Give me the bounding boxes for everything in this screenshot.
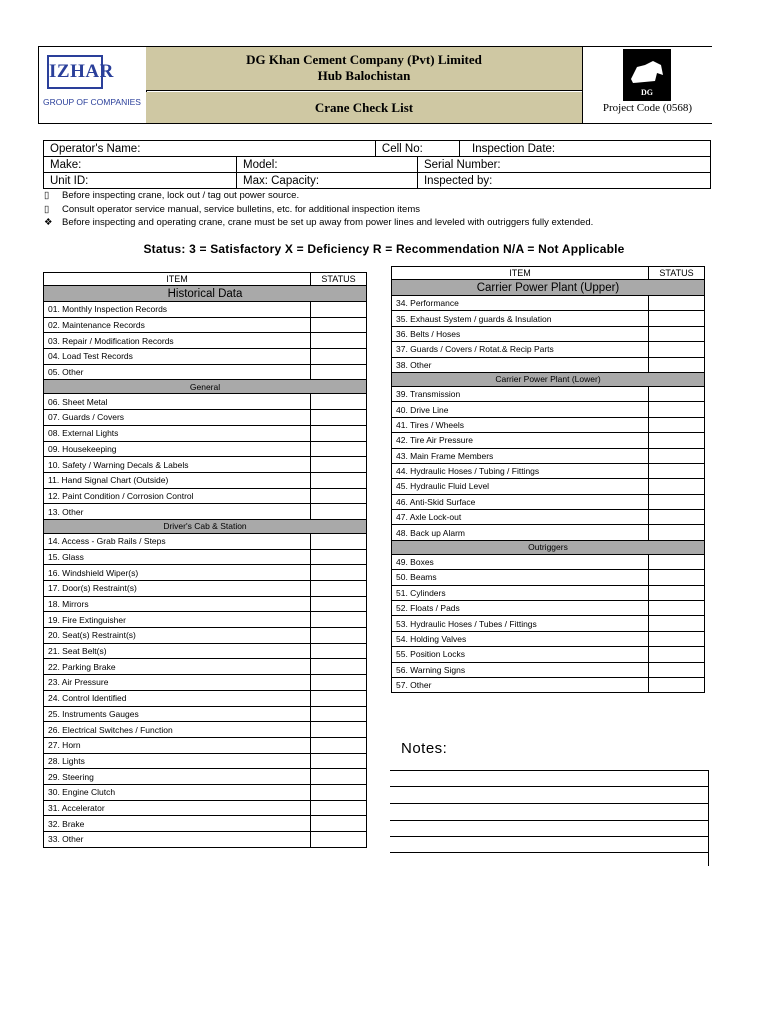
status-cell[interactable] bbox=[311, 488, 367, 504]
status-cell[interactable] bbox=[311, 784, 367, 800]
checklist-row bbox=[44, 364, 367, 380]
status-cell[interactable] bbox=[311, 628, 367, 644]
checklist-row bbox=[392, 662, 705, 677]
serial-number-field[interactable]: Serial Number: bbox=[417, 157, 710, 173]
status-cell[interactable] bbox=[649, 494, 705, 509]
status-cell[interactable] bbox=[649, 417, 705, 432]
status-cell[interactable] bbox=[649, 326, 705, 341]
status-cell[interactable] bbox=[649, 647, 705, 662]
status-cell[interactable] bbox=[649, 311, 705, 326]
checklist-row bbox=[44, 784, 367, 800]
checklist-item-label: 17. Door(s) Restraint(s) bbox=[44, 581, 311, 597]
checklist-row bbox=[392, 402, 705, 417]
checklist-row bbox=[392, 311, 705, 326]
status-cell[interactable] bbox=[311, 565, 367, 581]
checklist-item-label: 22. Parking Brake bbox=[44, 659, 311, 675]
bullet-icon: ▯ bbox=[44, 204, 50, 215]
checklist-item-label: 44. Hydraulic Hoses / Tubing / Fittings bbox=[392, 463, 649, 478]
checklist-item-label: 39. Transmission bbox=[392, 386, 649, 401]
instruction-1 bbox=[44, 190, 299, 201]
checklist-item-label: 09. Housekeeping bbox=[44, 441, 311, 457]
document-title: Crane Check List bbox=[146, 92, 582, 123]
status-cell[interactable] bbox=[311, 753, 367, 769]
status-cell[interactable] bbox=[649, 585, 705, 600]
status-cell[interactable] bbox=[649, 677, 705, 692]
checklist-row bbox=[44, 832, 367, 848]
status-cell[interactable] bbox=[311, 333, 367, 349]
status-cell[interactable] bbox=[311, 457, 367, 473]
checklist-row bbox=[44, 816, 367, 832]
checklist-row bbox=[44, 349, 367, 365]
checklist-item-label: 04. Load Test Records bbox=[44, 349, 311, 365]
notes-line[interactable] bbox=[390, 770, 708, 771]
checklist-item-label: 27. Horn bbox=[44, 737, 311, 753]
company-name: DG Khan Cement Company (Pvt) Limited bbox=[246, 52, 482, 67]
checklist-item-label: 55. Position Locks bbox=[392, 647, 649, 662]
status-legend: Status: 3 = Satisfactory X = Deficiency R = Recommendation N/A = Not Applicable bbox=[143, 242, 625, 256]
checklist-item-label: 38. Other bbox=[392, 357, 649, 372]
column-header-item: ITEM bbox=[392, 267, 649, 280]
checklist-item-label: 37. Guards / Covers / Rotat.& Recip Parts bbox=[392, 342, 649, 357]
notes-title: Notes: bbox=[401, 740, 448, 757]
checklist-item-label: 23. Air Pressure bbox=[44, 675, 311, 691]
checklist-item-label: 07. Guards / Covers bbox=[44, 410, 311, 426]
status-cell[interactable] bbox=[311, 441, 367, 457]
checklist-row bbox=[44, 549, 367, 565]
checklist-row bbox=[44, 488, 367, 504]
checklist-item-label: 26. Electrical Switches / Function bbox=[44, 722, 311, 738]
operator-name-field[interactable]: Operator's Name: bbox=[44, 141, 376, 157]
checklist-item-label: 01. Monthly Inspection Records bbox=[44, 302, 311, 318]
status-cell[interactable] bbox=[311, 364, 367, 380]
status-cell[interactable] bbox=[311, 769, 367, 785]
checklist-item-label: 03. Repair / Modification Records bbox=[44, 333, 311, 349]
checklist-item-label: 53. Hydraulic Hoses / Tubes / Fittings bbox=[392, 616, 649, 631]
status-cell[interactable] bbox=[311, 394, 367, 410]
inspection-info-grid bbox=[43, 140, 711, 189]
column-header-status: STATUS bbox=[311, 273, 367, 286]
checklist-row bbox=[392, 616, 705, 631]
make-field[interactable]: Make: bbox=[44, 157, 237, 173]
checklist-row bbox=[392, 494, 705, 509]
checklist-row bbox=[44, 800, 367, 816]
cell-no-field[interactable]: Cell No: bbox=[375, 141, 459, 157]
checklist-item-label: 20. Seat(s) Restraint(s) bbox=[44, 628, 311, 644]
status-cell[interactable] bbox=[311, 800, 367, 816]
dg-cement-logo-box bbox=[582, 47, 712, 123]
company-location: Hub Balochistan bbox=[317, 68, 411, 83]
checklist-row bbox=[392, 585, 705, 600]
checklist-row bbox=[44, 504, 367, 520]
inspection-date-field[interactable]: Inspection Date: bbox=[460, 141, 711, 157]
status-cell[interactable] bbox=[649, 342, 705, 357]
checklist-row bbox=[44, 302, 367, 318]
checklist-row bbox=[392, 631, 705, 646]
checklist-row bbox=[392, 554, 705, 569]
checklist-row bbox=[392, 647, 705, 662]
status-cell[interactable] bbox=[311, 302, 367, 318]
notes-border bbox=[708, 770, 709, 866]
checklist-item-label: 45. Hydraulic Fluid Level bbox=[392, 479, 649, 494]
checklist-row bbox=[392, 433, 705, 448]
checklist-row bbox=[392, 386, 705, 401]
status-cell[interactable] bbox=[311, 425, 367, 441]
section-header: Historical Data bbox=[44, 286, 367, 302]
status-cell[interactable] bbox=[311, 643, 367, 659]
status-cell[interactable] bbox=[311, 596, 367, 612]
checklist-item-label: 08. External Lights bbox=[44, 425, 311, 441]
status-cell[interactable] bbox=[311, 581, 367, 597]
bullet-icon: ▯ bbox=[44, 190, 50, 201]
left-checklist-table bbox=[43, 272, 367, 848]
checklist-row bbox=[392, 326, 705, 341]
checklist-item-label: 19. Fire Extinguisher bbox=[44, 612, 311, 628]
checklist-row bbox=[44, 410, 367, 426]
checklist-item-label: 36. Belts / Hoses bbox=[392, 326, 649, 341]
checklist-row bbox=[44, 628, 367, 644]
project-code: Project Code (0568) bbox=[602, 102, 693, 114]
status-cell[interactable] bbox=[649, 662, 705, 677]
checklist-row bbox=[44, 565, 367, 581]
checklist-item-label: 32. Brake bbox=[44, 816, 311, 832]
column-header-status: STATUS bbox=[649, 267, 705, 280]
status-cell[interactable] bbox=[311, 410, 367, 426]
checklist-item-label: 42. Tire Air Pressure bbox=[392, 433, 649, 448]
checklist-item-label: 35. Exhaust System / guards & Insulation bbox=[392, 311, 649, 326]
status-cell[interactable] bbox=[311, 737, 367, 753]
checklist-item-label: 28. Lights bbox=[44, 753, 311, 769]
checklist-row bbox=[44, 722, 367, 738]
instruction-3 bbox=[44, 217, 593, 228]
checklist-item-label: 56. Warning Signs bbox=[392, 662, 649, 677]
checklist-item-label: 10. Safety / Warning Decals & Labels bbox=[44, 457, 311, 473]
checklist-item-label: 29. Steering bbox=[44, 769, 311, 785]
status-cell[interactable] bbox=[311, 612, 367, 628]
checklist-row bbox=[44, 441, 367, 457]
section-header: Carrier Power Plant (Lower) bbox=[392, 372, 705, 386]
checklist-row bbox=[44, 425, 367, 441]
notes-line[interactable] bbox=[390, 836, 708, 837]
checklist-row bbox=[392, 570, 705, 585]
status-cell[interactable] bbox=[311, 317, 367, 333]
checklist-item-label: 47. Axle Lock-out bbox=[392, 510, 649, 525]
checklist-item-label: 50. Beams bbox=[392, 570, 649, 585]
document-header bbox=[38, 46, 712, 124]
checklist-item-label: 16. Windshield Wiper(s) bbox=[44, 565, 311, 581]
checklist-row bbox=[44, 643, 367, 659]
status-cell[interactable] bbox=[649, 479, 705, 494]
checklist-row bbox=[392, 448, 705, 463]
checklist-row bbox=[392, 357, 705, 372]
checklist-row bbox=[44, 612, 367, 628]
checklist-item-label: 12. Paint Condition / Corrosion Control bbox=[44, 488, 311, 504]
status-cell[interactable] bbox=[649, 386, 705, 401]
checklist-row bbox=[44, 472, 367, 488]
status-cell[interactable] bbox=[311, 549, 367, 565]
notes-line[interactable] bbox=[390, 786, 708, 787]
checklist-row bbox=[44, 690, 367, 706]
status-cell[interactable] bbox=[649, 631, 705, 646]
checklist-row bbox=[392, 479, 705, 494]
checklist-row bbox=[44, 317, 367, 333]
status-cell[interactable] bbox=[649, 510, 705, 525]
checklist-item-label: 52. Floats / Pads bbox=[392, 601, 649, 616]
checklist-row bbox=[392, 601, 705, 616]
status-cell[interactable] bbox=[311, 472, 367, 488]
instruction-text: Before inspecting crane, lock out / tag out power source. bbox=[62, 190, 300, 201]
notes-line[interactable] bbox=[390, 803, 708, 804]
izhar-logo bbox=[39, 47, 147, 123]
checklist-row bbox=[44, 659, 367, 675]
status-cell[interactable] bbox=[311, 690, 367, 706]
status-cell[interactable] bbox=[649, 463, 705, 478]
status-cell[interactable] bbox=[649, 433, 705, 448]
section-header: General bbox=[44, 380, 367, 394]
status-cell[interactable] bbox=[649, 402, 705, 417]
checklist-row bbox=[44, 769, 367, 785]
status-cell[interactable] bbox=[311, 504, 367, 520]
checklist-item-label: 05. Other bbox=[44, 364, 311, 380]
checklist-item-label: 18. Mirrors bbox=[44, 596, 311, 612]
checklist-item-label: 40. Drive Line bbox=[392, 402, 649, 417]
checklist-item-label: 34. Performance bbox=[392, 296, 649, 311]
status-cell[interactable] bbox=[311, 722, 367, 738]
max-capacity-field[interactable]: Max: Capacity: bbox=[237, 173, 418, 189]
checklist-row bbox=[44, 581, 367, 597]
checklist-row bbox=[392, 342, 705, 357]
checklist-item-label: 21. Seat Belt(s) bbox=[44, 643, 311, 659]
status-cell[interactable] bbox=[311, 706, 367, 722]
section-header: Outriggers bbox=[392, 540, 705, 554]
column-header-item: ITEM bbox=[44, 273, 311, 286]
inspected-by-field[interactable]: Inspected by: bbox=[417, 173, 710, 189]
checklist-item-label: 54. Holding Valves bbox=[392, 631, 649, 646]
instruction-2 bbox=[44, 204, 420, 215]
section-header: Carrier Power Plant (Upper) bbox=[392, 280, 705, 296]
checklist-item-label: 13. Other bbox=[44, 504, 311, 520]
checklist-row bbox=[44, 394, 367, 410]
status-cell[interactable] bbox=[311, 816, 367, 832]
checklist-row bbox=[44, 706, 367, 722]
status-cell[interactable] bbox=[649, 601, 705, 616]
diamond-bullet-icon: ❖ bbox=[44, 217, 53, 228]
section-header: Driver's Cab & Station bbox=[44, 519, 367, 533]
status-cell[interactable] bbox=[649, 554, 705, 569]
izhar-logo-subtitle: GROUP OF COMPANIES bbox=[43, 97, 141, 107]
instruction-text: Consult operator service manual, service bulletins, etc. for additional inspection items bbox=[62, 204, 421, 215]
checklist-row bbox=[392, 417, 705, 432]
instruction-text: Before inspecting and operating crane, crane must be set up away from power lines and leveled with outriggers fully extended. bbox=[62, 217, 594, 228]
status-cell[interactable] bbox=[649, 296, 705, 311]
notes-line[interactable] bbox=[390, 820, 708, 821]
checklist-item-label: 49. Boxes bbox=[392, 554, 649, 569]
status-cell[interactable] bbox=[649, 616, 705, 631]
checklist-item-label: 46. Anti-Skid Surface bbox=[392, 494, 649, 509]
checklist-row bbox=[392, 296, 705, 311]
checklist-item-label: 15. Glass bbox=[44, 549, 311, 565]
status-cell[interactable] bbox=[649, 525, 705, 540]
checklist-item-label: 51. Cylinders bbox=[392, 585, 649, 600]
checklist-item-label: 57. Other bbox=[392, 677, 649, 692]
checklist-item-label: 25. Instruments Gauges bbox=[44, 706, 311, 722]
checklist-item-label: 31. Accelerator bbox=[44, 800, 311, 816]
company-title bbox=[146, 47, 582, 91]
status-cell[interactable] bbox=[649, 570, 705, 585]
checklist-item-label: 33. Other bbox=[44, 832, 311, 848]
checklist-row bbox=[392, 677, 705, 692]
checklist-item-label: 02. Maintenance Records bbox=[44, 317, 311, 333]
unit-id-field[interactable]: Unit ID: bbox=[44, 173, 237, 189]
notes-line[interactable] bbox=[390, 852, 708, 853]
checklist-item-label: 43. Main Frame Members bbox=[392, 448, 649, 463]
checklist-item-label: 48. Back up Alarm bbox=[392, 525, 649, 540]
status-cell[interactable] bbox=[311, 832, 367, 848]
checklist-row bbox=[44, 675, 367, 691]
right-checklist-table bbox=[391, 266, 705, 693]
status-cell[interactable] bbox=[311, 533, 367, 549]
status-cell[interactable] bbox=[311, 659, 367, 675]
status-cell[interactable] bbox=[649, 357, 705, 372]
checklist-item-label: 14. Access - Grab Rails / Steps bbox=[44, 533, 311, 549]
checklist-row bbox=[44, 753, 367, 769]
model-field[interactable]: Model: bbox=[237, 157, 418, 173]
dg-cement-logo bbox=[623, 49, 671, 101]
checklist-row bbox=[392, 463, 705, 478]
checklist-row bbox=[44, 596, 367, 612]
checklist-item-label: 11. Hand Signal Chart (Outside) bbox=[44, 472, 311, 488]
status-cell[interactable] bbox=[311, 349, 367, 365]
status-cell[interactable] bbox=[649, 448, 705, 463]
izhar-logo-text: IZHAR bbox=[47, 55, 103, 89]
checklist-item-label: 30. Engine Clutch bbox=[44, 784, 311, 800]
checklist-row bbox=[44, 333, 367, 349]
svg-text:DG: DG bbox=[641, 88, 653, 97]
checklist-item-label: 06. Sheet Metal bbox=[44, 394, 311, 410]
checklist-row bbox=[44, 457, 367, 473]
checklist-item-label: 24. Control Identified bbox=[44, 690, 311, 706]
checklist-row bbox=[392, 525, 705, 540]
checklist-row bbox=[44, 737, 367, 753]
checklist-row bbox=[392, 510, 705, 525]
checklist-item-label: 41. Tires / Wheels bbox=[392, 417, 649, 432]
checklist-row bbox=[44, 533, 367, 549]
status-cell[interactable] bbox=[311, 675, 367, 691]
